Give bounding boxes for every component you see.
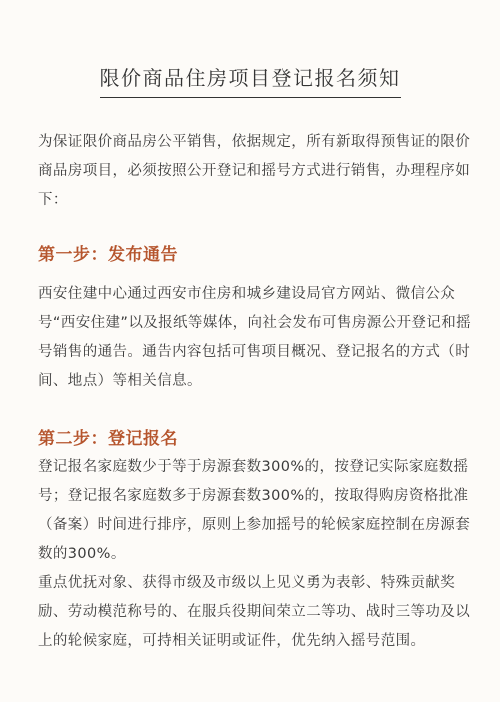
step-2-body: [38, 453, 472, 656]
intro-paragraph: 为保证限价商品房公平销售，依据规定，所有新取得预售证的限价商品房项目，必须按照公开登记和摇号方式进行销售，办理程序如下：: [38, 134, 471, 208]
step-2-heading: 第二步：登记报名: [38, 429, 178, 449]
step-1-body: [38, 280, 472, 396]
step-2-paragraph-2: 重点优抚对象、获得市级及市级以上见义勇为表彰、特殊贡献奖励、劳动模范称号的、在服兵役期间荣立二等功、战时三等功及以上的轮候家庭，可持相关证明或证件，优先纳入摇号范围。: [38, 575, 471, 649]
step-1-heading: 第一步：发布通告: [38, 245, 178, 265]
title-container: [0, 62, 500, 98]
intro-section: [38, 128, 472, 215]
step-1-paragraph: 西安住建中心通过西安市住房和城乡建设局官方网站、微信公众号“西安住建”以及报纸等媒体，向社会发布可售房源公开登记和摇号销售的通告。通告内容包括可售项目概况、登记报名的方式（时间、地点）等相关信息。: [38, 286, 472, 389]
document-title: 限价商品住房项目登记报名须知: [100, 62, 401, 98]
step-2-paragraph-1: 登记报名家庭数少于等于房源套数300%的，按登记实际家庭数摇号；登记报名家庭数多于房源套数300%的，按取得购房资格批准（备案）时间进行排序，原则上参加摇号的轮候家庭控制在房源套数的300%。: [38, 459, 471, 562]
